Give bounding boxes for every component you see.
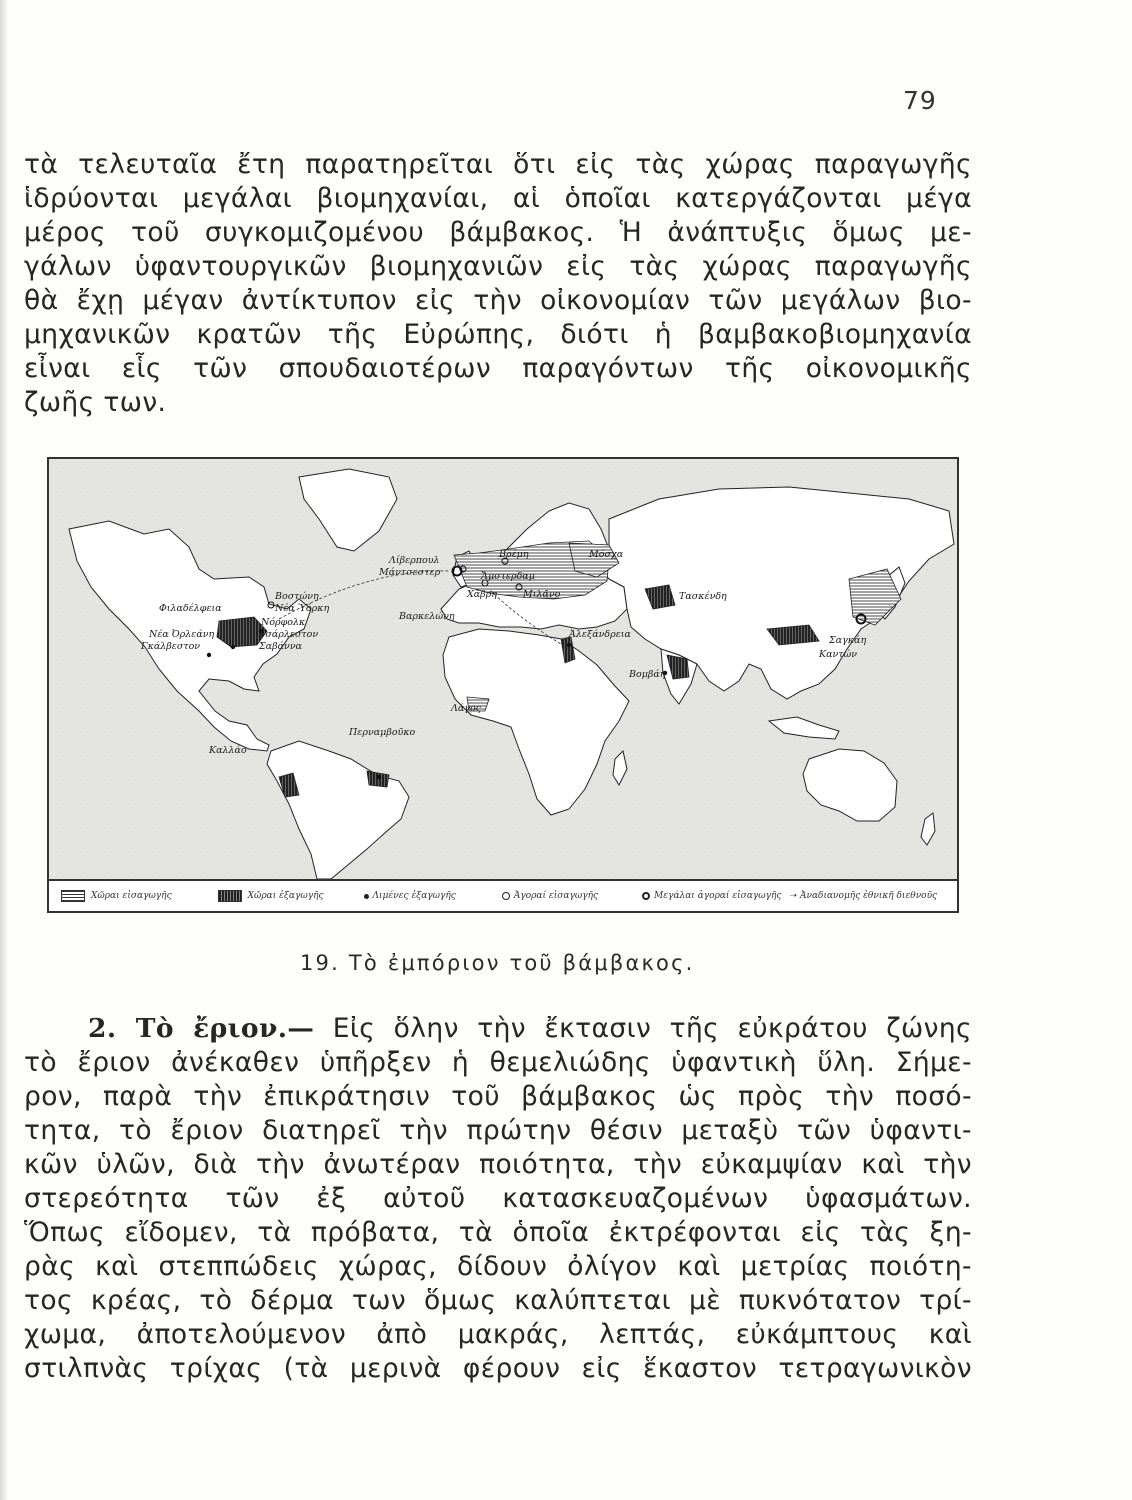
map-label-new-york: Νέα Ὑόρκη bbox=[275, 603, 330, 614]
ring-icon bbox=[502, 892, 510, 900]
map-label-le-havre: Χάβρη bbox=[467, 589, 497, 600]
text-line: στερεότητα τῶν ἐξ αὐτοῦ κατασκευαζομένων ὑφασμάτων. bbox=[24, 1183, 972, 1214]
port-dot bbox=[377, 775, 381, 779]
map-label-moscow: Μόσχα bbox=[589, 549, 624, 560]
map-label-philadelphia: Φιλαδέλφεια bbox=[159, 603, 222, 614]
legend-label: Χῶραι εἰσαγωγῆς bbox=[91, 891, 172, 901]
text-line: τητα, τὸ ἔριον διατηρεῖ τὴν πρώτην θέσιν μεταξὺ τῶν ὑφαντι- bbox=[24, 1115, 972, 1146]
big-ring-icon bbox=[642, 892, 650, 900]
text-line: ρὰς καὶ στεππώδεις χώρας, δίδουν ὀλίγον καὶ μετρίας ποιότη- bbox=[24, 1251, 972, 1282]
paragraph-wool bbox=[24, 1012, 972, 1386]
map-label-barcelona: Βαρκελώνη bbox=[399, 611, 455, 622]
text-line: χωμα, ἀποτελούμενον ἀπὸ μακράς, λεπτάς, εὐκάμπτους καὶ bbox=[24, 1319, 972, 1350]
world-map bbox=[49, 459, 957, 879]
legend-label: Μεγάλαι ἀγοραί εἰσαγωγῆς bbox=[654, 891, 782, 901]
legend-label: Ἀγοραί εἰσαγωγῆς bbox=[513, 891, 599, 901]
text-line: ἱδρύονται μεγάλαι βιομηχανίαι, αἱ ὁποῖαι κατεργάζονται μέγα bbox=[24, 183, 972, 214]
text-line: Ὅπως εἴδομεν, τὰ πρόβατα, τὰ ὁποῖα ἐκτρέφονται εἰς τὰς ξη- bbox=[24, 1217, 972, 1248]
page-number: 79 bbox=[903, 86, 937, 115]
map-label-liverpool: Λίβερπουλ bbox=[389, 555, 440, 566]
legend-major-import-markets bbox=[642, 891, 781, 901]
hatch-swatch-icon bbox=[61, 890, 85, 902]
legend-label: Λιμένες ἐξαγωγῆς bbox=[372, 891, 456, 901]
text-line: τὸ ἔριον ἀνέκαθεν ὑπῆρξεν ἡ θεμελιώδης ὑφαντικὴ ὕλη. Σήμε- bbox=[24, 1047, 972, 1078]
figure-caption: 19. Τὸ ἐμπόριον τοῦ βάμβακος. bbox=[300, 951, 695, 975]
section-heading: 2. Τὸ ἔριον.— bbox=[88, 1013, 315, 1044]
legend-label: Χῶραι ἐξαγωγῆς bbox=[247, 891, 324, 901]
text-line: θὰ ἔχῃ μέγαν ἀντίκτυπον εἰς τὴν οἰκονομίαν τῶν μεγάλων βιο- bbox=[24, 285, 972, 316]
map-label-alexandria: Ἀλεξάνδρεια bbox=[569, 629, 631, 640]
scan-edge-shadow bbox=[0, 0, 8, 1500]
map-label-bremen: Βρέμη bbox=[499, 549, 529, 560]
dot-icon bbox=[364, 894, 369, 899]
map-label-pernambuco: Περναμβοῦκο bbox=[349, 727, 416, 738]
map-label-lagos: Λάγος bbox=[451, 703, 481, 714]
text-line: γάλων ὑφαντουργικῶν βιομηχανιῶν εἰς τὰς χώρας παραγωγῆς bbox=[24, 251, 972, 282]
text-line: στιλπνὰς τρίχας (τὰ μερινὰ φέρουν εἰς ἕκαστον τετραγωνικὸν bbox=[24, 1353, 972, 1384]
port-dot bbox=[567, 643, 571, 647]
map-label-callao: Καλλάο bbox=[209, 745, 247, 756]
legend-export-ports bbox=[364, 891, 456, 901]
map-label-charleston: Τσάρλεστον bbox=[259, 629, 319, 640]
text-line: τος κρέας, τὸ δέρμα των ὅμως καλύπτεται μὲ πυκνότατον τρί- bbox=[24, 1285, 972, 1316]
legend-import-markets bbox=[502, 891, 598, 901]
map-label-manchester: Μάντσεστερ bbox=[379, 567, 441, 578]
dark-swatch-icon bbox=[218, 890, 242, 902]
text-line-heading bbox=[24, 1012, 972, 1046]
text-line: μηχανικῶν κρατῶν τῆς Εὐρώπης, διότι ἡ βαμβακοβιομηχανία bbox=[24, 319, 972, 350]
map-label-bombay: Βομβάη bbox=[629, 669, 666, 680]
map-label-shanghai: Σαγκάη bbox=[829, 635, 867, 646]
paragraph-cotton-industry bbox=[24, 148, 972, 420]
text-line: τὰ τελευταῖα ἔτη παρατηρεῖται ὅτι εἰς τὰς χώρας παραγωγῆς bbox=[24, 149, 972, 180]
legend-label: Ἀναδιανομῆς ἐθνικῆ διεθνοῦς bbox=[799, 891, 938, 901]
map-label-new-orleans: Νέα Ὀρλεάνη bbox=[149, 629, 215, 640]
text-line: ρον, παρὰ τὴν ἐπικράτησιν τοῦ βάμβακος ὡς πρὸς τὴν ποσό- bbox=[24, 1081, 972, 1112]
arrow-icon: ➝ bbox=[789, 891, 797, 901]
map-label-milan: Μιλᾶνο bbox=[523, 589, 561, 600]
legend-redistribution bbox=[789, 891, 937, 901]
text-line: κῶν ὑλῶν, διὰ τὴν ἀνωτέραν ποιότητα, τὴν εὐκαμψίαν καὶ τὴν bbox=[24, 1149, 972, 1180]
map-legend bbox=[49, 879, 957, 911]
map-label-savannah: Σαβάννα bbox=[259, 641, 303, 652]
legend-importing-countries bbox=[61, 890, 172, 902]
map-label-boston: Βοστώνη bbox=[275, 591, 319, 602]
map-label-galveston: Γκάλβεστον bbox=[141, 641, 201, 652]
heading-line-rest: Εἰς ὅλην τὴν ἔκτασιν τῆς εὐκράτου ζώνης bbox=[332, 1013, 973, 1044]
text-line: μέρος τοῦ συγκομιζομένου βάμβακος. Ἡ ἀνάπτυξις ὅμως με- bbox=[24, 217, 972, 248]
text-line: εἶναι εἷς τῶν σπουδαιοτέρων παραγόντων τῆς οἰκονομικῆς bbox=[24, 353, 972, 384]
text-line: ζωῆς των. bbox=[24, 387, 167, 418]
map-label-tashkent: Τασκένδη bbox=[679, 591, 727, 602]
map-label-amsterdam: Ἄμστερδαμ bbox=[481, 571, 535, 582]
port-dot bbox=[207, 653, 211, 657]
legend-exporting-countries bbox=[218, 890, 324, 902]
map-label-canton: Καντών bbox=[819, 649, 858, 660]
map-label-norfolk: Νόρφολκ bbox=[261, 617, 306, 628]
port-dot bbox=[231, 645, 235, 649]
cotton-trade-map bbox=[47, 457, 959, 913]
